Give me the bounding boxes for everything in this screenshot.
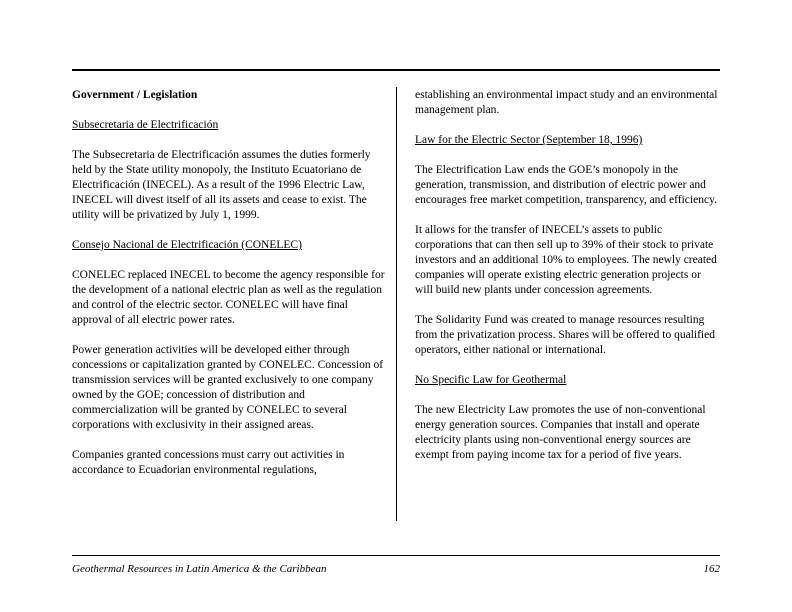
column-divider (396, 87, 397, 521)
paragraph-power-generation: Power generation activities will be developed either through concessions or capitalization granted by CONELEC. Concession of transmission services will be granted exclusively to one company owned by the GOE; concession of distribution and commercialization will be granted by CONELEC to several corporations with exclusivity in their assigned areas. (72, 344, 384, 431)
subheading-electric-sector-law: Law for the Electric Sector (September 18, 1996) (415, 134, 643, 146)
footer-title: Geothermal Resources in Latin America & the Caribbean (72, 563, 327, 575)
paragraph-electrification-law: The Electrification Law ends the GOE’s monopoly in the generation, transmission, and distribution of electric power and encourages free market competition, transparency, and efficiency. (415, 164, 717, 206)
right-column (415, 88, 720, 463)
footer (72, 562, 720, 576)
paragraph-conelec-role: CONELEC replaced INECEL to become the agency responsible for the development of a national electric plan as well as the regulation and control of the electric sector. CONELEC will have final approval of all electric power rates. (72, 269, 385, 326)
paragraph-subsecretaria: The Subsecretaria de Electrificación assumes the duties formerly held by the State utility monopoly, the Instituto Ecuatoriano de Electrificación (INECEL). As a result of the 1996 Electric Law, INECEL will divest itself of all its assets and cease to exist. The utility will be privatized by July 1, 1999. (72, 149, 371, 221)
subheading-subsecretaria: Subsecretaria de Electrificación (72, 119, 219, 131)
page-number: 162 (703, 563, 720, 575)
paragraph-inecel-assets: It allows for the transfer of INECEL’s assets to public corporations that can then sell up to 39% of their stock to private investors and an additional 10% to employees. The newly created companies will operate existing electric generation projects or will build new plants under concession agreements. (415, 224, 717, 296)
subheading-no-geothermal-law: No Specific Law for Geothermal (415, 374, 567, 386)
footer-rule (72, 555, 720, 556)
paragraph-environmental-continued: establishing an environmental impact study and an environmental management plan. (415, 89, 718, 116)
paragraph-concessions: Companies granted concessions must carry out activities in accordance to Ecuadorian environmental regulations, (72, 449, 345, 476)
top-rule (72, 69, 720, 71)
paragraph-electricity-law: The new Electricity Law promotes the use of non-conventional energy generation sources. Companies that install and operate electricity plants using non-conventional energy sources are exempt from paying income tax for a period of five years. (415, 404, 706, 461)
paragraph-solidarity-fund: The Solidarity Fund was created to manage resources resulting from the privatization process. Shares will be offered to qualified operators, either national or international. (415, 314, 715, 356)
section-heading-government-legislation: Government / Legislation (72, 89, 198, 101)
left-column (72, 88, 390, 478)
subheading-conelec: Consejo Nacional de Electrificación (CONELEC) (72, 239, 302, 251)
